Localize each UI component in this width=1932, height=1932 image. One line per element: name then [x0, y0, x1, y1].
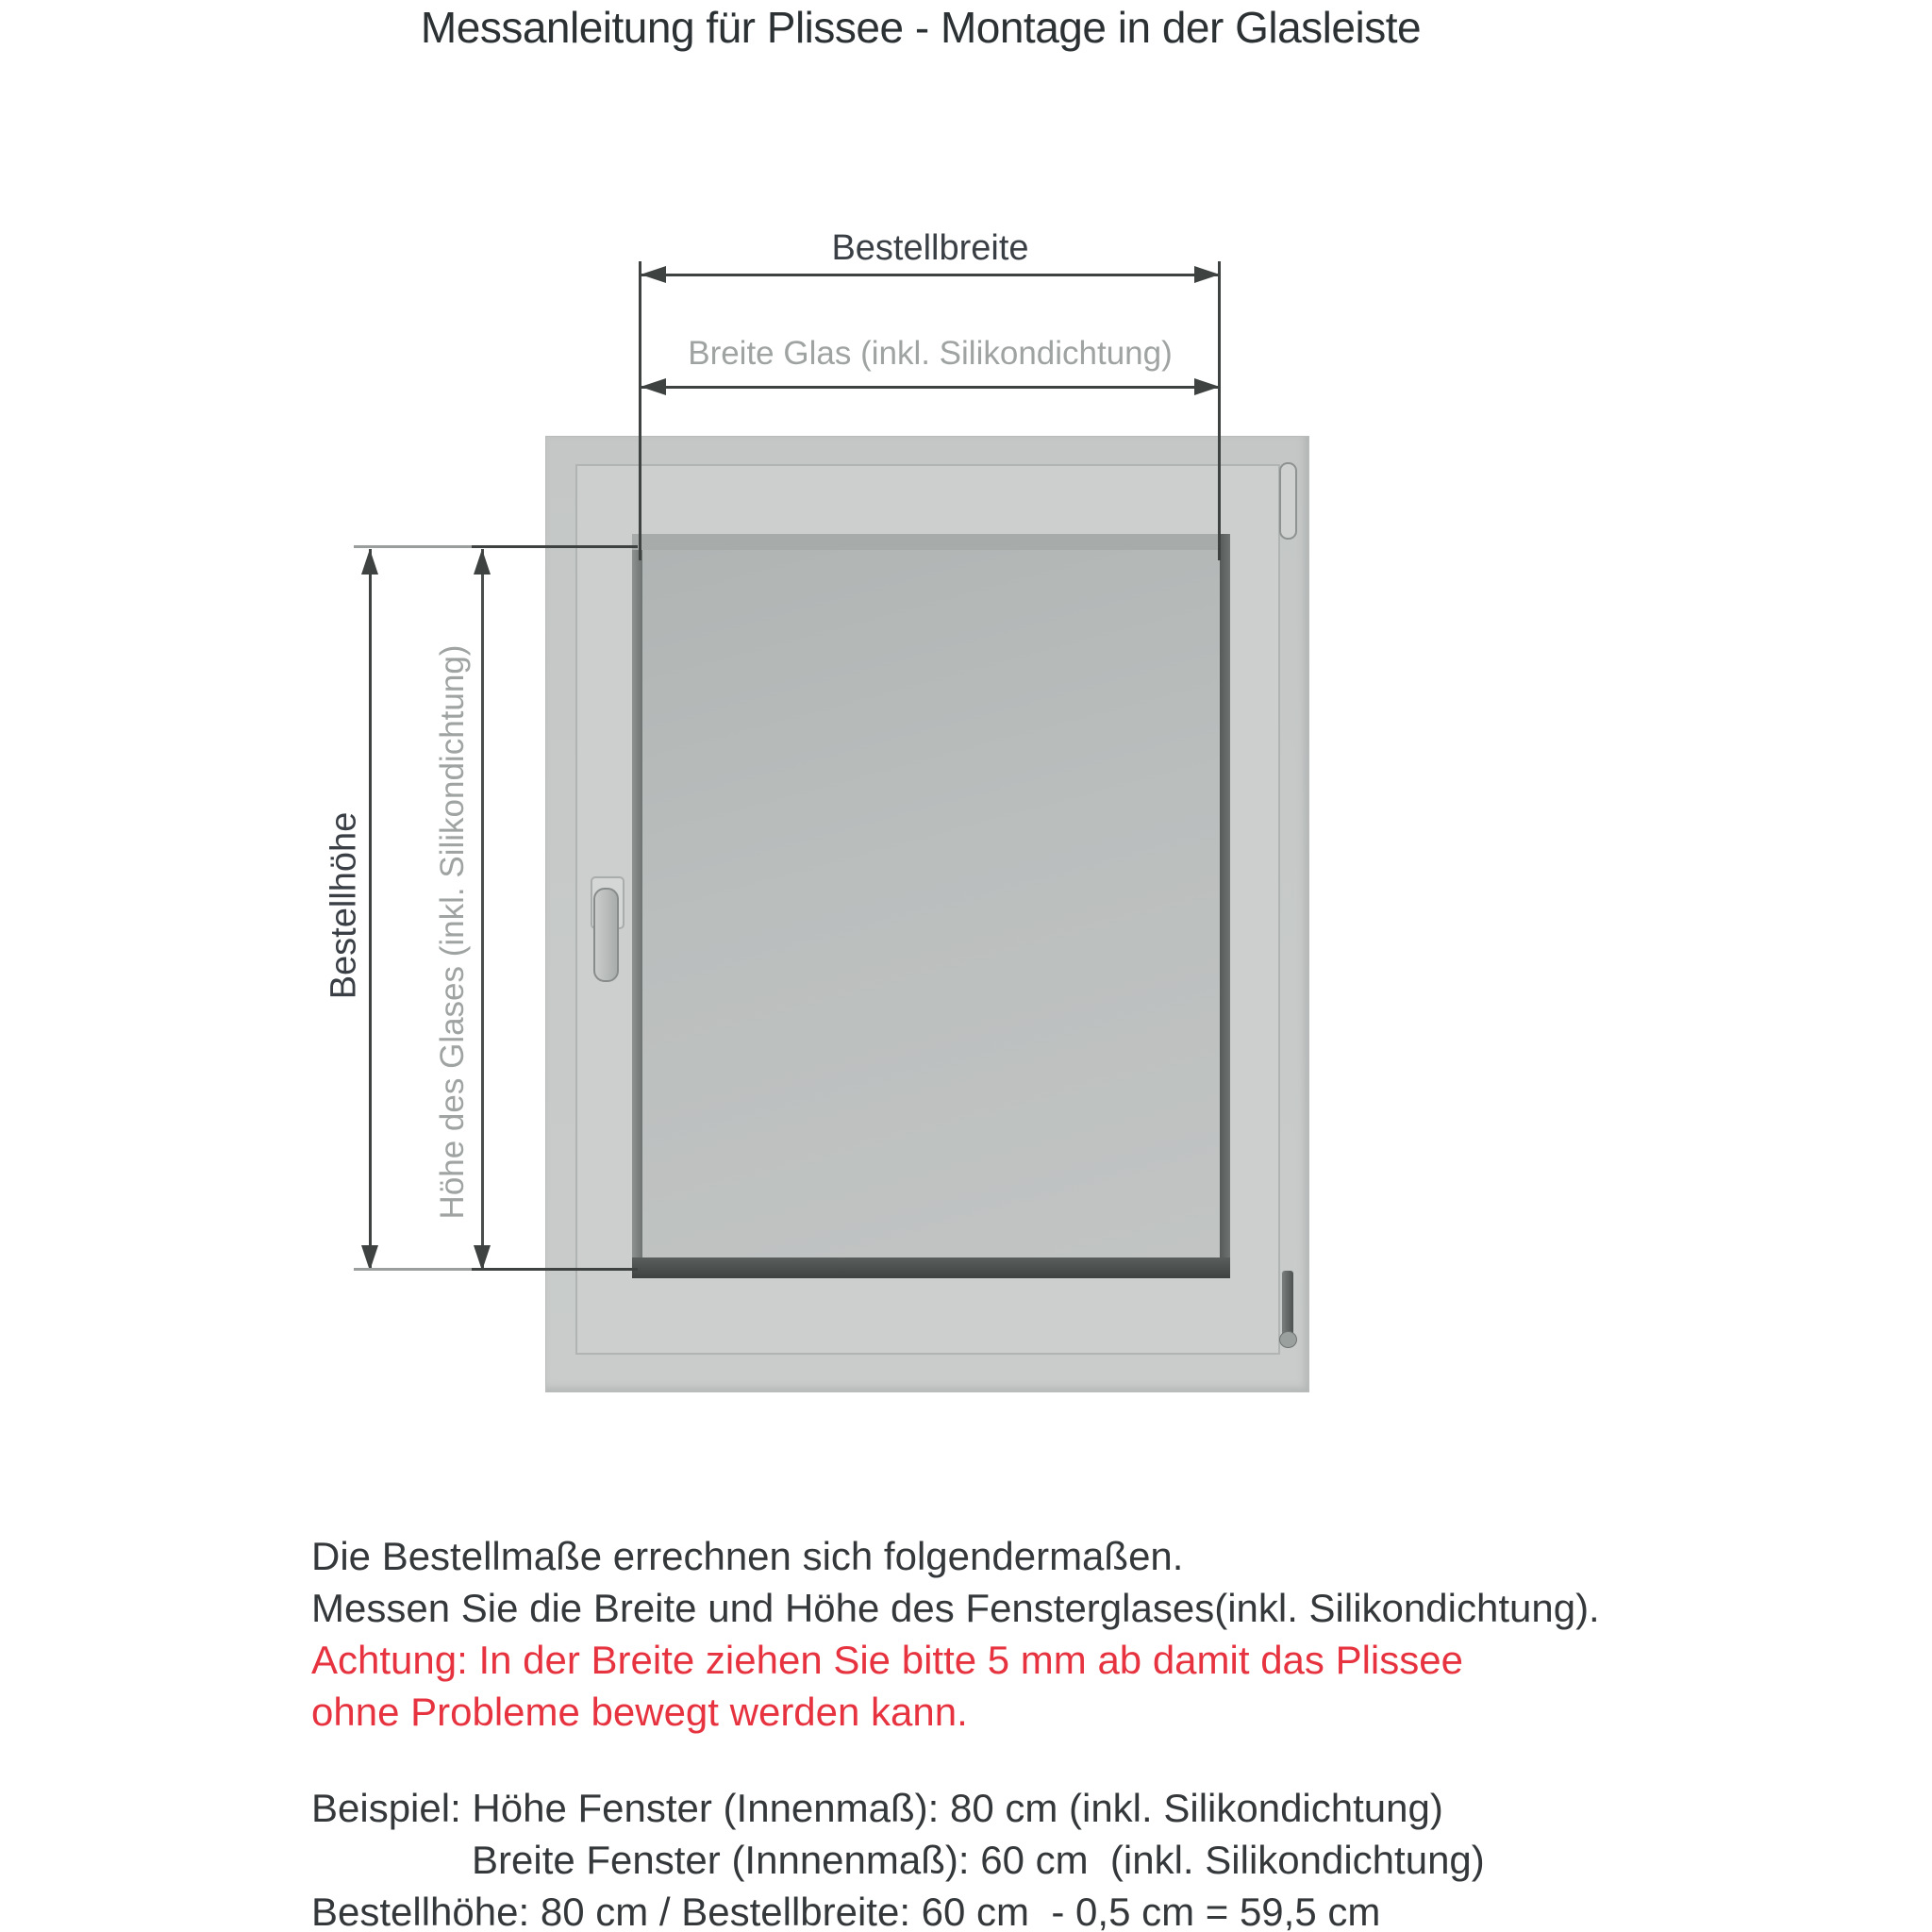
- arrowhead-right-icon: [1194, 266, 1220, 283]
- tick-line-bottom: [472, 1268, 638, 1271]
- glazing-bead-bottom: [632, 1257, 1230, 1278]
- glass-width-dimension-line: [641, 386, 1220, 389]
- extension-line-right: [1218, 261, 1221, 560]
- tick-line-bottom: [354, 1268, 476, 1271]
- extension-line-left: [639, 261, 641, 560]
- tick-line-top: [472, 545, 638, 548]
- glass-width-label: Breite Glas (inkl. Silikondichtung): [688, 335, 1173, 372]
- arrowhead-up-icon: [474, 549, 491, 575]
- warning-line-1: Achtung: In der Breite ziehen Sie bitte 5 mm ab damit das Plissee: [311, 1638, 1463, 1682]
- arrowhead-up-icon: [361, 549, 378, 575]
- instruction-intro-line-2: Messen Sie die Breite und Höhe des Fensterglases(inkl. Silikondichtung).: [311, 1586, 1600, 1630]
- tick-line-top: [354, 545, 476, 548]
- window-hinge-bottom: [1282, 1271, 1293, 1337]
- arrowhead-right-icon: [1194, 378, 1220, 395]
- window-handle-grip: [593, 888, 619, 982]
- order-width-dimension-line: [641, 274, 1220, 276]
- order-height-dimension-line: [369, 549, 372, 1271]
- page-title: Messanleitung für Plissee - Montage in der Glasleiste: [420, 3, 1422, 52]
- example-line-3: Bestellhöhe: 80 cm / Bestellbreite: 60 cm - 0,5 cm = 59,5 cm: [311, 1890, 1381, 1932]
- glazing-bead-left: [632, 550, 642, 1278]
- window-hinge-top: [1279, 462, 1297, 540]
- glass-height-dimension-line: [481, 549, 484, 1271]
- order-width-label: Bestellbreite: [831, 228, 1029, 268]
- example-line-1: Beispiel: Höhe Fenster (Innenmaß): 80 cm (inkl. Silikondichtung): [311, 1786, 1443, 1830]
- window-hinge-knob: [1279, 1331, 1297, 1348]
- arrowhead-down-icon: [361, 1245, 378, 1271]
- glass-pane: [642, 550, 1220, 1257]
- arrowhead-left-icon: [641, 378, 666, 395]
- instruction-intro-line-1: Die Bestellmaße errechnen sich folgendermaßen.: [311, 1534, 1184, 1578]
- order-height-label: Bestellhöhe: [324, 811, 364, 1000]
- glass-height-label: Höhe des Glases (inkl. Silikondichtung): [434, 644, 471, 1220]
- warning-line-2: ohne Probleme bewegt werden kann.: [311, 1690, 968, 1734]
- example-line-2: Breite Fenster (Innnenmaß): 60 cm (inkl. Silikondichtung): [472, 1838, 1485, 1882]
- arrowhead-left-icon: [641, 266, 666, 283]
- arrowhead-down-icon: [474, 1245, 491, 1271]
- glazing-bead-right: [1220, 534, 1230, 1278]
